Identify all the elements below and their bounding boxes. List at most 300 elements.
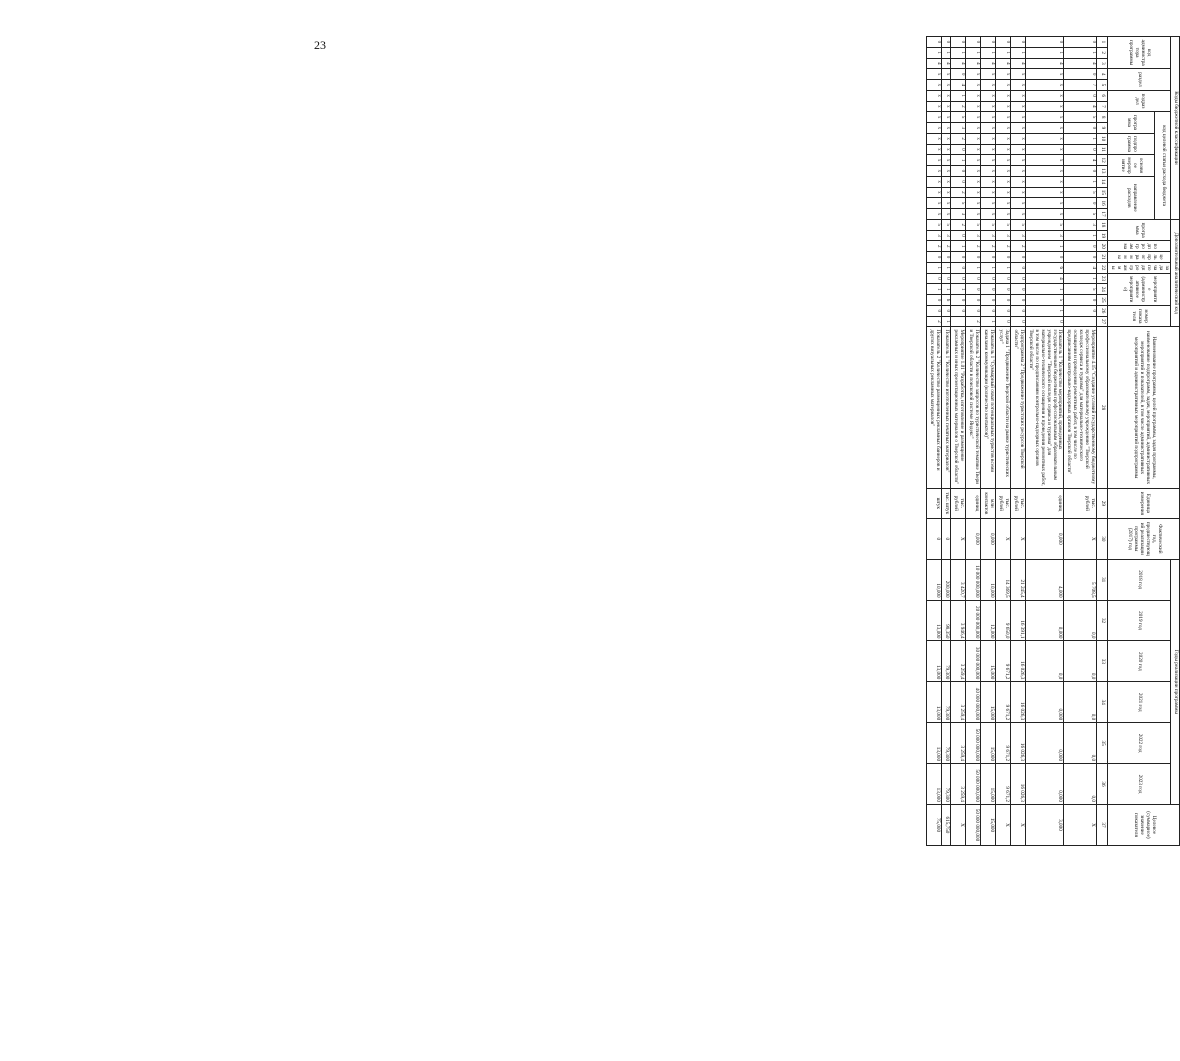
year-value: 0,0: [1064, 600, 1097, 641]
code-cell: х: [1010, 101, 1025, 112]
code-cell: х: [1025, 80, 1064, 91]
column-number: 32: [1097, 600, 1108, 641]
code-cell: х: [980, 144, 995, 155]
row-fact: Х: [1010, 518, 1025, 559]
code-cell: х: [980, 112, 995, 123]
year-value: 200,000: [942, 559, 951, 600]
code-cell: 5: [1064, 112, 1097, 123]
code-cell: х: [965, 176, 980, 187]
row-name: Показатель 1 "Количество изготовленных печатных материалов": [942, 327, 951, 488]
code-cell: 0: [995, 37, 1010, 48]
code-cell: х: [965, 144, 980, 155]
column-number: 30: [1097, 518, 1108, 559]
code-cell: 0: [1064, 144, 1097, 155]
code-cell: 3: [980, 230, 995, 241]
code-cell: 0: [942, 305, 951, 316]
code-cell: х: [1025, 155, 1064, 166]
code-cell: [951, 316, 966, 327]
table-row: [927, 37, 942, 846]
code-cell: 0: [980, 273, 995, 284]
code-cell: 3: [965, 230, 980, 241]
code-cell: х: [927, 133, 942, 144]
header-unit: Единица измерения: [1108, 488, 1180, 518]
row-unit: тыс. рублей: [951, 488, 966, 518]
year-value: 15,000: [980, 723, 995, 764]
code-cell: х: [995, 101, 1010, 112]
code-cell: 2: [942, 241, 951, 252]
code-cell: х: [980, 209, 995, 220]
code-cell: 4: [951, 80, 966, 91]
code-cell: х: [965, 112, 980, 123]
code-cell: 4: [1064, 155, 1097, 166]
code-cell: х: [1025, 209, 1064, 220]
code-cell: х: [995, 90, 1010, 101]
code-cell: 5: [965, 219, 980, 230]
code-cell: 1: [951, 155, 966, 166]
code-cell: х: [927, 69, 942, 80]
code-cell: 0: [1064, 252, 1097, 263]
header-name: Наименование программы, целей программы, задач программы, наименование подпрограмм, задач, мероприятий, административных мероприятий и показателей, в том числе административных мероприятий и административных мероприятий подпрограммы: [1108, 327, 1180, 488]
code-cell: 2: [980, 241, 995, 252]
row-name: Задача 1 "Продвижение Тверской области на рынке туристических услуг": [995, 327, 1010, 488]
code-cell: 0: [965, 273, 980, 284]
table-row: [1025, 37, 1064, 846]
code-cell: 0: [995, 305, 1010, 316]
code-cell: х: [980, 90, 995, 101]
code-cell: 0: [1010, 252, 1025, 263]
code-cell: х: [965, 155, 980, 166]
code-cell: 0: [1064, 69, 1097, 80]
code-cell: х: [942, 101, 951, 112]
code-cell: х: [942, 209, 951, 220]
code-cell: х: [1025, 187, 1064, 198]
code-cell: 5: [942, 219, 951, 230]
code-cell: х: [1010, 166, 1025, 177]
code-cell: 2: [927, 241, 942, 252]
code-cell: 6: [942, 295, 951, 306]
code-cell: 6: [1025, 262, 1064, 273]
header-years-group: Годы реализации программы: [1171, 559, 1180, 804]
code-cell: х: [927, 209, 942, 220]
code-cell: х: [995, 198, 1010, 209]
year-value: 50 000 000,000: [965, 723, 980, 764]
code-cell: 0: [1064, 90, 1097, 101]
code-cell: х: [1025, 133, 1064, 144]
code-cell: 4: [927, 58, 942, 69]
header-year-2019: 2019 год: [1108, 600, 1171, 641]
code-cell: 1: [927, 47, 942, 58]
year-value: 0,000: [1025, 764, 1064, 805]
header-goal: цель программы: [1108, 252, 1171, 263]
code-cell: 5: [1064, 187, 1097, 198]
code-cell: х: [927, 155, 942, 166]
code-cell: х: [1025, 69, 1064, 80]
year-value: 0,000: [1025, 600, 1064, 641]
document-page: [100, 36, 1179, 1061]
table-body: [927, 37, 1097, 846]
code-cell: 4: [1064, 262, 1097, 273]
code-cell: х: [1010, 112, 1025, 123]
code-cell: 0: [1064, 123, 1097, 134]
code-cell: х: [942, 90, 951, 101]
column-number: 5: [1097, 80, 1108, 91]
row-unit: штук: [927, 488, 942, 518]
year-value: 9 650,0: [995, 600, 1010, 641]
code-cell: х: [995, 112, 1010, 123]
header-task: задача подпрограммы: [1108, 262, 1171, 273]
code-cell: 0: [951, 69, 966, 80]
code-cell: х: [965, 80, 980, 91]
code-cell: 0: [1064, 241, 1097, 252]
header-main-event: основное мероприятие: [1108, 155, 1155, 177]
code-cell: 0: [980, 37, 995, 48]
code-cell: 3: [927, 230, 942, 241]
table-row: [942, 37, 951, 846]
header-subsection: подраздел: [1108, 90, 1171, 112]
code-cell: х: [927, 123, 942, 134]
table-row: [965, 37, 980, 846]
code-cell: 2: [995, 241, 1010, 252]
column-number: 22: [1097, 262, 1108, 273]
code-cell: х: [980, 155, 995, 166]
column-number: 36: [1097, 764, 1108, 805]
code-cell: х: [995, 123, 1010, 134]
code-cell: 5: [927, 219, 942, 230]
year-value: 21 245,4: [1010, 559, 1025, 600]
row-target: Х: [951, 804, 966, 845]
code-cell: 1: [1025, 47, 1064, 58]
code-cell: 0: [927, 252, 942, 263]
row-name: Показатель 2 "Количество запросов по туристической тематике Твери и Тверской области в поисковой системе Яндекс": [965, 327, 980, 488]
code-cell: 0: [1010, 37, 1025, 48]
row-fact: Х: [995, 518, 1010, 559]
year-value: 3 259,4: [951, 641, 966, 682]
code-cell: 0: [927, 305, 942, 316]
header-program: программа: [1108, 112, 1155, 134]
code-cell: 1: [951, 284, 966, 295]
code-cell: х: [1010, 198, 1025, 209]
code-cell: 0: [951, 305, 966, 316]
code-cell: 0: [951, 262, 966, 273]
code-cell: х: [995, 133, 1010, 144]
code-cell: 0: [965, 284, 980, 295]
column-number: 14: [1097, 176, 1108, 187]
row-fact: Х: [1064, 518, 1097, 559]
code-cell: 0: [1010, 295, 1025, 306]
year-value: 13,000: [927, 723, 942, 764]
code-cell: х: [965, 101, 980, 112]
year-value: 15,000: [980, 682, 995, 723]
header-expense-dir: направление расходов: [1108, 176, 1155, 219]
code-cell: 0: [980, 295, 995, 306]
column-number: 26: [1097, 305, 1108, 316]
row-target: 50 000 000,000: [965, 804, 980, 845]
year-value: 10,000: [980, 559, 995, 600]
code-cell: х: [965, 123, 980, 134]
code-cell: х: [1025, 176, 1064, 187]
code-cell: х: [965, 198, 980, 209]
year-value: 0,0: [1064, 682, 1097, 723]
column-number: 4: [1097, 69, 1108, 80]
column-number: 15: [1097, 187, 1108, 198]
code-cell: х: [980, 133, 995, 144]
row-unit: единиц: [1025, 488, 1064, 518]
code-cell: 0: [927, 295, 942, 306]
row-name: Показатель 1 "Суммарный охват потенциальных туристов всеми каналами коммуникации (количество контактов)": [980, 327, 995, 488]
row-target: 75,000: [927, 804, 942, 845]
row-target: Х: [1064, 804, 1097, 845]
header-indicator-num: номер показателя: [1108, 305, 1171, 327]
code-cell: 0: [1064, 198, 1097, 209]
code-cell: 0: [951, 176, 966, 187]
code-cell: 0: [995, 273, 1010, 284]
code-cell: 0: [927, 37, 942, 48]
code-cell: х: [927, 187, 942, 198]
row-target: Х: [995, 804, 1010, 845]
column-number: 35: [1097, 723, 1108, 764]
code-cell: 0: [965, 37, 980, 48]
column-number: 20: [1097, 241, 1108, 252]
column-number: 37: [1097, 804, 1108, 845]
code-cell: х: [1010, 123, 1025, 134]
code-cell: х: [942, 80, 951, 91]
code-cell: 4: [995, 58, 1010, 69]
column-number: 7: [1097, 101, 1108, 112]
code-cell: 2: [951, 219, 966, 230]
year-value: 0,0: [1064, 723, 1097, 764]
year-value: 98,350: [942, 600, 951, 641]
code-cell: 5: [980, 219, 995, 230]
code-cell: 1: [927, 284, 942, 295]
code-cell: 2: [927, 316, 942, 327]
code-cell: 1: [942, 316, 951, 327]
code-cell: 1: [951, 241, 966, 252]
code-cell: 3: [1010, 230, 1025, 241]
code-cell: 0: [980, 252, 995, 263]
code-cell: 0: [1064, 305, 1097, 316]
code-cell: [1064, 316, 1097, 327]
row-fact: 0: [927, 518, 942, 559]
year-value: 10,000: [927, 559, 942, 600]
year-value: 40 000 000,000: [965, 682, 980, 723]
code-cell: 1: [942, 284, 951, 295]
code-cell: х: [1025, 123, 1064, 134]
code-cell: 4: [980, 58, 995, 69]
code-cell: 1: [1025, 305, 1064, 316]
column-number: 1: [1097, 37, 1108, 48]
code-cell: 5: [1010, 219, 1025, 230]
code-cell: 2: [951, 187, 966, 198]
code-cell: 5: [1064, 284, 1097, 295]
year-value: 16 026,3: [1010, 682, 1025, 723]
page-number: 23: [314, 38, 326, 52]
code-cell: 0: [951, 144, 966, 155]
program-table: [926, 36, 1180, 846]
code-cell: 5: [995, 219, 1010, 230]
year-value: 16 026,3: [1010, 723, 1025, 764]
code-cell: 5: [951, 198, 966, 209]
year-value: 3 420,7: [951, 559, 966, 600]
header-event: мероприятие (административное мероприятие): [1108, 273, 1171, 305]
code-cell: 2: [1010, 241, 1025, 252]
row-target: 3,000: [1025, 804, 1064, 845]
code-cell: 0: [951, 273, 966, 284]
code-cell: 2: [965, 241, 980, 252]
code-cell: х: [942, 112, 951, 123]
code-cell: 1: [927, 262, 942, 273]
code-cell: х: [1025, 144, 1064, 155]
year-value: 9 671,2: [995, 723, 1010, 764]
year-value: 79,300: [942, 641, 951, 682]
code-cell: х: [995, 176, 1010, 187]
code-cell: х: [1025, 101, 1064, 112]
code-cell: х: [1025, 166, 1064, 177]
code-cell: х: [927, 166, 942, 177]
year-value: 14 369,5: [995, 559, 1010, 600]
row-name: Подпрограмма 2 "Продвижение туристских ресурсов Тверской области": [1010, 327, 1025, 488]
code-cell: х: [995, 209, 1010, 220]
code-cell: 0: [951, 166, 966, 177]
code-cell: 2: [951, 133, 966, 144]
year-value: 79,300: [942, 764, 951, 805]
code-cell: х: [927, 90, 942, 101]
code-cell: х: [1010, 155, 1025, 166]
code-cell: х: [927, 176, 942, 187]
row-fact: 0,000: [1025, 518, 1064, 559]
code-cell: 1: [951, 47, 966, 58]
code-cell: 0: [1025, 252, 1064, 263]
code-cell: х: [1010, 90, 1025, 101]
code-cell: 1: [965, 47, 980, 58]
code-cell: х: [1010, 133, 1025, 144]
code-cell: х: [1010, 80, 1025, 91]
column-number: 28: [1097, 327, 1108, 488]
code-cell: х: [995, 155, 1010, 166]
code-cell: х: [927, 144, 942, 155]
year-value: 0,000: [1025, 723, 1064, 764]
header-year-2022: 2022 год: [1108, 723, 1171, 764]
code-cell: х: [1010, 144, 1025, 155]
year-value: 0,0: [1064, 641, 1097, 682]
year-value: 15,000: [980, 764, 995, 805]
code-cell: х: [927, 80, 942, 91]
code-cell: х: [980, 80, 995, 91]
header-subprogram: подпрограмма: [1108, 133, 1155, 155]
column-number: 17: [1097, 209, 1108, 220]
table-row: [980, 37, 995, 846]
code-cell: х: [980, 187, 995, 198]
year-value: 13,000: [927, 682, 942, 723]
column-number: 31: [1097, 559, 1108, 600]
code-cell: 5: [1025, 295, 1064, 306]
column-number: 9: [1097, 123, 1108, 134]
code-cell: 0: [1025, 37, 1064, 48]
year-value: 50 000 000,000: [965, 764, 980, 805]
column-number-row: [1097, 37, 1108, 846]
header-admin: код администратора программы: [1108, 37, 1171, 69]
year-value: 9 671,2: [995, 682, 1010, 723]
code-cell: х: [980, 176, 995, 187]
year-value: 79,300: [942, 682, 951, 723]
year-value: 10 000 000,000: [965, 559, 980, 600]
code-cell: 4: [1025, 58, 1064, 69]
code-cell: х: [965, 187, 980, 198]
column-number: 25: [1097, 295, 1108, 306]
row-name: Показатель 1 "Количество мероприятий, проведенных государственным бюджетным профессиональным образовательным учреждением "Тверской колледж сервиса и туризма" для материально-технического оснащения и проведения ремонтных работ, в том числе по предписаниям контрольно-надзорных органов Тверской области": [1025, 327, 1064, 488]
year-value: 16 026,3: [1010, 641, 1025, 682]
column-number: 18: [1097, 219, 1108, 230]
code-cell: 3: [951, 209, 966, 220]
column-number: 27: [1097, 316, 1108, 327]
code-cell: 1: [942, 47, 951, 58]
year-value: 3 946,4: [951, 600, 966, 641]
code-cell: х: [995, 166, 1010, 177]
code-cell: 4: [965, 58, 980, 69]
row-name: Мероприятие 1.01 "Разработка, изготовление и размещение рекламных и иных презентационных материалов о Тверской области": [951, 327, 966, 488]
code-cell: х: [942, 123, 951, 134]
column-number: 23: [1097, 273, 1108, 284]
code-cell: 1: [965, 262, 980, 273]
code-cell: х: [942, 166, 951, 177]
row-unit: млн контактов: [980, 488, 995, 518]
code-cell: 1: [951, 90, 966, 101]
code-cell: х: [942, 155, 951, 166]
code-cell: х: [942, 198, 951, 209]
code-cell: х: [980, 198, 995, 209]
header-program2: программа: [1108, 219, 1171, 241]
column-number: 3: [1097, 58, 1108, 69]
year-value: 3 259,4: [951, 764, 966, 805]
column-number: 21: [1097, 252, 1108, 263]
code-cell: х: [980, 101, 995, 112]
column-number: 34: [1097, 682, 1108, 723]
code-cell: х: [965, 133, 980, 144]
code-cell: х: [965, 166, 980, 177]
row-target: 615,750: [942, 804, 951, 845]
header-year-2021: 2021 год: [1108, 682, 1171, 723]
year-value: 20 000 000,000: [965, 600, 980, 641]
code-cell: 0: [1064, 166, 1097, 177]
code-cell: х: [927, 112, 942, 123]
code-cell: 3: [1025, 230, 1064, 241]
code-cell: 1: [1025, 241, 1064, 252]
code-cell: 4: [1064, 58, 1097, 69]
code-cell: 0: [995, 252, 1010, 263]
column-number: 6: [1097, 90, 1108, 101]
code-cell: х: [995, 187, 1010, 198]
code-cell: 0: [951, 37, 966, 48]
column-number: 8: [1097, 112, 1108, 123]
row-name: Мероприятие 4.15 "Создание условий государственному бюджетному профессиональному образовательному учреждению "Тверской колледж сервиса и туризма" для материально-технического оснащения и проведения ремонтных работ, в том числе по предписаниям контрольно-надзорных органов Тверской области": [1064, 327, 1097, 488]
column-number: 2: [1097, 47, 1108, 58]
year-value: 30 000 000,000: [965, 641, 980, 682]
year-value: 13,000: [927, 641, 942, 682]
code-cell: х: [980, 166, 995, 177]
column-number: 29: [1097, 488, 1108, 518]
code-cell: х: [965, 209, 980, 220]
code-cell: 1: [980, 262, 995, 273]
code-cell: х: [965, 69, 980, 80]
code-cell: 3: [1064, 219, 1097, 230]
column-number: 19: [1097, 230, 1108, 241]
code-cell: х: [927, 101, 942, 112]
code-cell: 7: [1064, 80, 1097, 91]
row-unit: тыс. штук: [942, 488, 951, 518]
code-cell: 0: [942, 273, 951, 284]
row-unit: единиц: [965, 488, 980, 518]
code-cell: х: [942, 133, 951, 144]
code-cell: 0: [1010, 262, 1025, 273]
